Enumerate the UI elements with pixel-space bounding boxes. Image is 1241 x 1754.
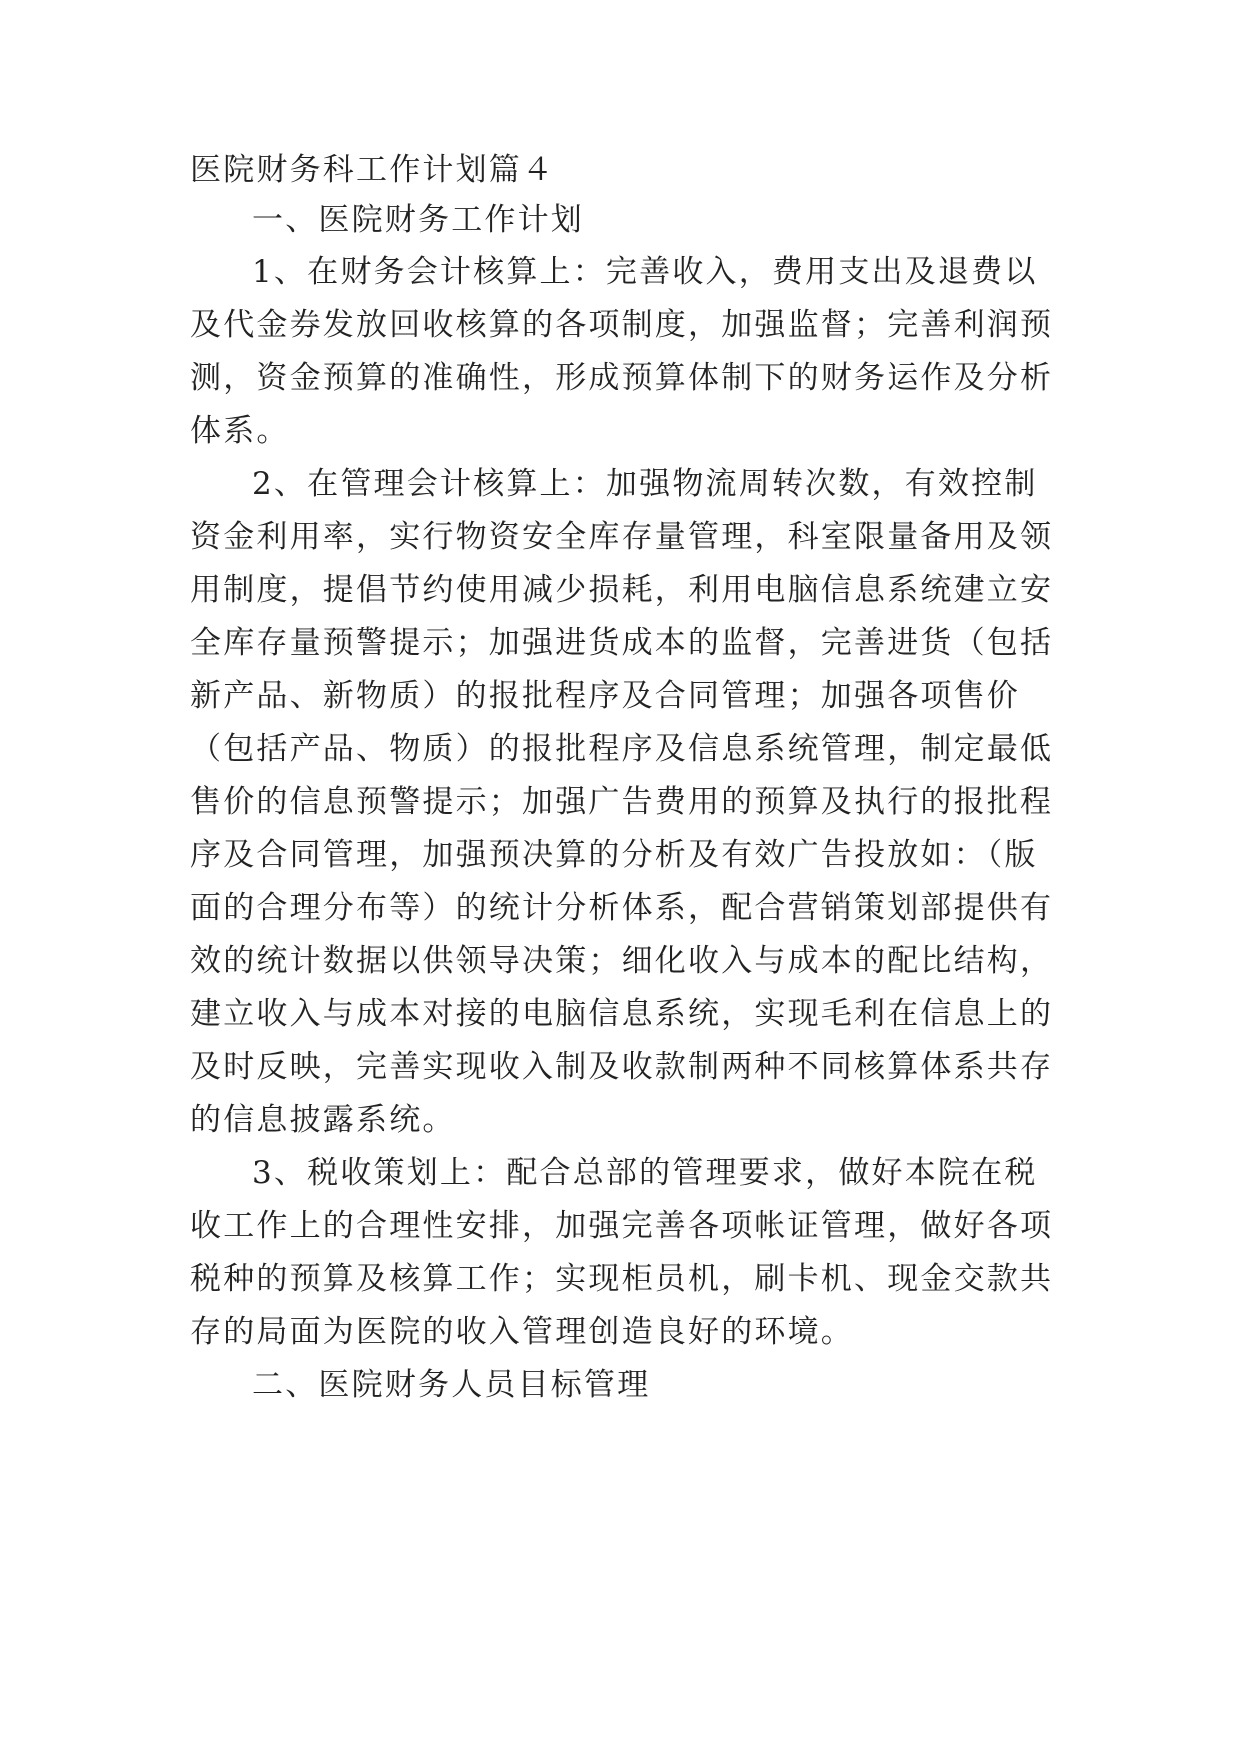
paragraph-2-line-9: 面的合理分布等）的统计分析体系，配合营销策划部提供有 — [190, 890, 1054, 926]
paragraph-2-line-10: 效的统计数据以供领导决策；细化收入与成本的配比结构， — [190, 943, 1054, 979]
paragraph-2-line-5: 新产品、新物质）的报批程序及合同管理；加强各项售价 — [190, 678, 1020, 714]
paragraph-2-line-4: 全库存量预警提示；加强进货成本的监督，完善进货（包括 — [190, 625, 1054, 661]
paragraph-1-line-2: 及代金券发放回收核算的各项制度，加强监督；完善利润预 — [190, 307, 1054, 343]
paragraph-2-line-1: 2、在管理会计核算上：加强物流周转次数，有效控制 — [252, 466, 1038, 502]
paragraph-2-line-2: 资金利用率，实行物资安全库存量管理，科室限量备用及领 — [190, 519, 1054, 555]
paragraph-3-line-4: 存的局面为医院的收入管理创造良好的环境。 — [190, 1314, 854, 1350]
paragraph-3-line-3: 税种的预算及核算工作；实现柜员机，刷卡机、现金交款共 — [190, 1261, 1054, 1297]
paragraph-2-line-8: 序及合同管理，加强预决算的分析及有效广告投放如：（版 — [190, 837, 1038, 873]
paragraph-2-line-13: 的信息披露系统。 — [190, 1102, 456, 1138]
paragraph-2-line-3: 用制度，提倡节约使用减少损耗，利用电脑信息系统建立安 — [190, 572, 1054, 608]
paragraph-1-line-1: 1、在财务会计核算上：完善收入，费用支出及退费以 — [252, 254, 1038, 290]
paragraph-2-line-6: （包括产品、物质）的报批程序及信息系统管理，制定最低 — [190, 731, 1054, 767]
paragraph-2-line-11: 建立收入与成本对接的电脑信息系统，实现毛利在信息上的 — [190, 996, 1054, 1032]
section-heading-1: 一、医院财务工作计划 — [252, 202, 584, 238]
section-heading-2: 二、医院财务人员目标管理 — [252, 1367, 651, 1403]
paragraph-1-line-3: 测，资金预算的准确性，形成预算体制下的财务运作及分析 — [190, 360, 1054, 396]
paragraph-2-line-7: 售价的信息预警提示；加强广告费用的预算及执行的报批程 — [190, 784, 1054, 820]
paragraph-1-line-4: 体系。 — [190, 413, 290, 449]
paragraph-3-line-2: 收工作上的合理性安排，加强完善各项帐证管理，做好各项 — [190, 1208, 1054, 1244]
paragraph-2-line-12: 及时反映，完善实现收入制及收款制两种不同核算体系共存 — [190, 1049, 1054, 1085]
document-title: 医院财务科工作计划篇４ — [190, 152, 556, 188]
paragraph-3-line-1: 3、税收策划上：配合总部的管理要求，做好本院在税 — [252, 1155, 1038, 1191]
